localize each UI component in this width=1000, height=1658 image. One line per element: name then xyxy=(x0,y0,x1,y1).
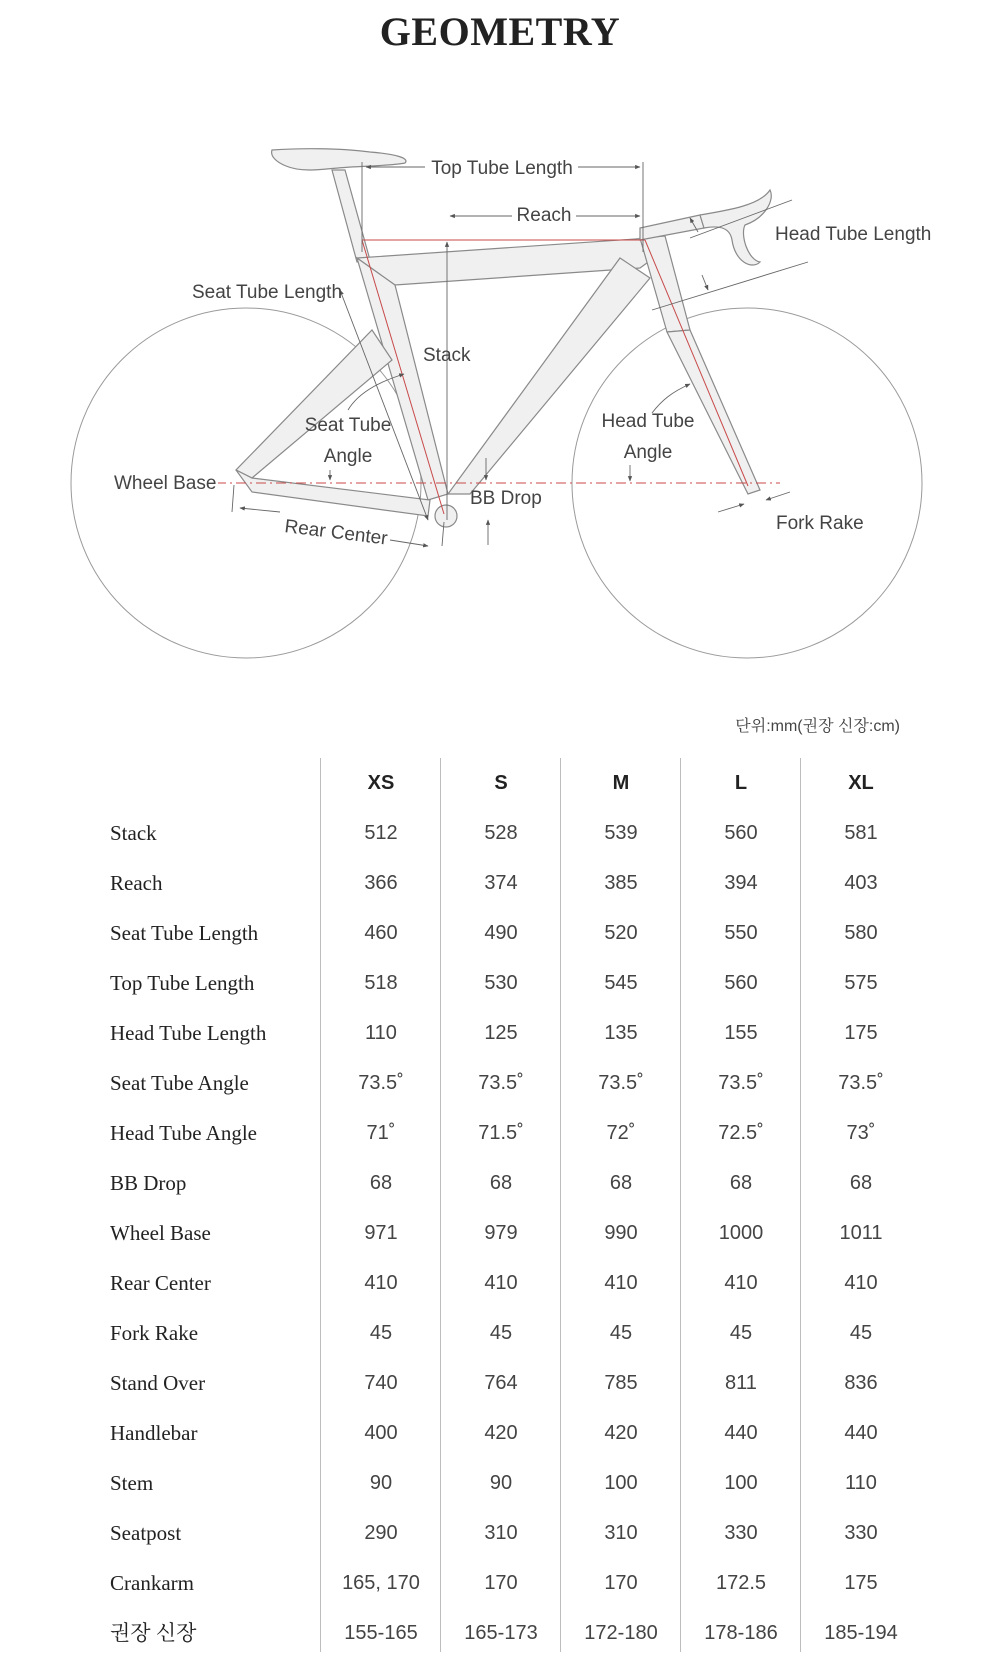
table-cell: 330 xyxy=(844,1522,878,1544)
row-label: Head Tube Angle xyxy=(110,1121,257,1145)
table-cell: 72˚ xyxy=(606,1122,636,1144)
table-cell: 575 xyxy=(844,972,878,994)
table-cell: 310 xyxy=(604,1522,638,1544)
table-row xyxy=(100,908,900,958)
table-cell: 440 xyxy=(844,1422,878,1444)
table-cell: 460 xyxy=(364,922,398,944)
table-cell: 385 xyxy=(604,872,638,894)
table-cell: 979 xyxy=(484,1222,518,1244)
table-cell: 110 xyxy=(365,1022,397,1044)
table-cell: 155 xyxy=(724,1022,758,1044)
row-label: Stack xyxy=(110,821,157,845)
size-header-s: S xyxy=(494,772,508,794)
label-head-tube-length: Head Tube Length xyxy=(775,224,932,245)
table-cell: 155-165 xyxy=(344,1622,418,1644)
row-label: Seat Tube Length xyxy=(110,921,259,945)
table-row xyxy=(100,858,900,908)
table-cell: 394 xyxy=(724,872,758,894)
table-cell: 512 xyxy=(364,822,398,844)
table-cell: 403 xyxy=(844,872,878,894)
table-cell: 530 xyxy=(484,972,518,994)
table-cell: 175 xyxy=(844,1022,878,1044)
table-cell: 528 xyxy=(484,822,518,844)
table-cell: 68 xyxy=(849,1172,873,1194)
table-row xyxy=(100,1258,900,1308)
row-label: Rear Center xyxy=(110,1271,211,1295)
table-cell: 580 xyxy=(844,922,878,944)
table-cell: 550 xyxy=(724,922,758,944)
table-cell: 73.5˚ xyxy=(718,1072,764,1094)
table-cell: 73.5˚ xyxy=(478,1072,524,1094)
table-cell: 72.5˚ xyxy=(718,1122,764,1144)
table-row xyxy=(100,1308,900,1358)
table-cell: 410 xyxy=(484,1272,518,1294)
table-cell: 490 xyxy=(484,922,518,944)
size-header-xs: XS xyxy=(367,772,395,794)
table-row xyxy=(100,1208,900,1258)
row-label: Reach xyxy=(110,871,163,895)
table-cell: 330 xyxy=(724,1522,758,1544)
bike-frame xyxy=(236,149,771,527)
table-cell: 971 xyxy=(364,1222,398,1244)
table-cell: 1000 xyxy=(718,1222,764,1244)
label-wheel-base: Wheel Base xyxy=(114,473,217,494)
table-cell: 73.5˚ xyxy=(598,1072,644,1094)
bike-geometry-diagram xyxy=(0,120,1000,680)
size-header-m: M xyxy=(612,772,630,794)
table-cell: 560 xyxy=(724,822,758,844)
table-cell: 1011 xyxy=(839,1222,883,1244)
table-cell: 90 xyxy=(489,1472,513,1494)
row-label: Wheel Base xyxy=(110,1221,211,1245)
table-cell: 170 xyxy=(604,1572,638,1594)
row-label: Stem xyxy=(110,1471,154,1495)
table-row xyxy=(100,1458,900,1508)
table-cell: 310 xyxy=(484,1522,518,1544)
table-cell: 440 xyxy=(724,1422,758,1444)
table-cell: 172-180 xyxy=(584,1622,658,1644)
row-label: Crankarm xyxy=(110,1571,194,1595)
row-label: Top Tube Length xyxy=(110,971,255,995)
table-cell: 100 xyxy=(724,1472,758,1494)
table-row xyxy=(100,1108,900,1158)
table-cell: 545 xyxy=(604,972,638,994)
table-row xyxy=(100,1008,900,1058)
table-header-row xyxy=(100,758,900,808)
table-cell: 45 xyxy=(849,1322,873,1344)
table-cell: 560 xyxy=(724,972,758,994)
table-cell: 135 xyxy=(604,1022,638,1044)
table-cell: 740 xyxy=(364,1372,398,1394)
table-cell: 420 xyxy=(604,1422,638,1444)
label-head-tube-angle-line1: Head Tube xyxy=(601,411,695,432)
table-cell: 71.5˚ xyxy=(478,1122,524,1144)
page-title: GEOMETRY xyxy=(379,9,621,54)
table-cell: 811 xyxy=(725,1372,757,1394)
row-label: 권장 신장 xyxy=(110,1621,197,1645)
table-cell: 520 xyxy=(604,922,638,944)
table-cell: 100 xyxy=(604,1472,638,1494)
table-row xyxy=(100,1408,900,1458)
table-cell: 165-173 xyxy=(464,1622,538,1644)
label-top-tube-length: Top Tube Length xyxy=(431,158,573,179)
table-cell: 410 xyxy=(364,1272,398,1294)
row-label: Fork Rake xyxy=(110,1321,199,1345)
table-row xyxy=(100,1558,900,1608)
table-cell: 45 xyxy=(729,1322,753,1344)
table-cell: 290 xyxy=(364,1522,398,1544)
table-cell: 764 xyxy=(484,1372,518,1394)
row-label: Handlebar xyxy=(110,1421,198,1445)
label-seat-tube-angle-line2: Angle xyxy=(323,446,373,467)
row-label: Seatpost xyxy=(110,1521,182,1545)
table-cell: 172.5 xyxy=(715,1572,767,1594)
table-cell: 165, 170 xyxy=(342,1572,420,1594)
label-reach: Reach xyxy=(516,205,572,226)
table-cell: 581 xyxy=(844,822,878,844)
table-cell: 374 xyxy=(484,872,518,894)
table-cell: 68 xyxy=(489,1172,513,1194)
table-cell: 410 xyxy=(844,1272,878,1294)
size-header-l: L xyxy=(734,772,748,794)
row-label: BB Drop xyxy=(110,1171,187,1195)
table-cell: 400 xyxy=(364,1422,398,1444)
unit-note: 단위:mm(권장 신장:cm) xyxy=(735,718,900,735)
table-cell: 68 xyxy=(609,1172,633,1194)
table-cell: 73˚ xyxy=(846,1122,876,1144)
table-cell: 185-194 xyxy=(824,1622,898,1644)
label-rear-center: Rear Center xyxy=(283,516,389,550)
table-cell: 539 xyxy=(604,822,638,844)
table-cell: 178-186 xyxy=(704,1622,778,1644)
row-label: Stand Over xyxy=(110,1371,206,1395)
table-cell: 110 xyxy=(845,1472,877,1494)
table-row xyxy=(100,1508,900,1558)
size-header-xl: XL xyxy=(848,772,874,794)
table-cell: 73.5˚ xyxy=(838,1072,884,1094)
table-cell: 410 xyxy=(724,1272,758,1294)
label-head-tube-angle-line2: Angle xyxy=(623,442,673,463)
row-label: Head Tube Length xyxy=(110,1021,267,1045)
table-row xyxy=(100,1158,900,1208)
table-cell: 68 xyxy=(729,1172,753,1194)
table-cell: 990 xyxy=(604,1222,638,1244)
table-row xyxy=(100,808,900,858)
table-cell: 71˚ xyxy=(366,1122,396,1144)
label-seat-tube-angle-line1: Seat Tube xyxy=(304,415,392,436)
table-row xyxy=(100,958,900,1008)
table-row xyxy=(100,1608,900,1658)
table-cell: 785 xyxy=(604,1372,638,1394)
table-cell: 836 xyxy=(844,1372,878,1394)
table-cell: 175 xyxy=(844,1572,878,1594)
table-cell: 45 xyxy=(609,1322,633,1344)
table-cell: 68 xyxy=(369,1172,393,1194)
table-cell: 45 xyxy=(369,1322,393,1344)
row-label: Seat Tube Angle xyxy=(110,1071,249,1095)
label-seat-tube-length: Seat Tube Length xyxy=(192,282,343,303)
table-cell: 125 xyxy=(484,1022,518,1044)
label-fork-rake: Fork Rake xyxy=(776,513,864,534)
table-cell: 410 xyxy=(604,1272,638,1294)
table-cell: 366 xyxy=(364,872,398,894)
table-cell: 420 xyxy=(484,1422,518,1444)
table-cell: 73.5˚ xyxy=(358,1072,404,1094)
table-cell: 170 xyxy=(484,1572,518,1594)
table-row xyxy=(100,1058,900,1108)
table-cell: 90 xyxy=(369,1472,393,1494)
table-cell: 518 xyxy=(364,972,398,994)
table-row xyxy=(100,1358,900,1408)
table-cell: 45 xyxy=(489,1322,513,1344)
label-stack: Stack xyxy=(423,345,471,366)
label-bb-drop: BB Drop xyxy=(470,488,542,509)
